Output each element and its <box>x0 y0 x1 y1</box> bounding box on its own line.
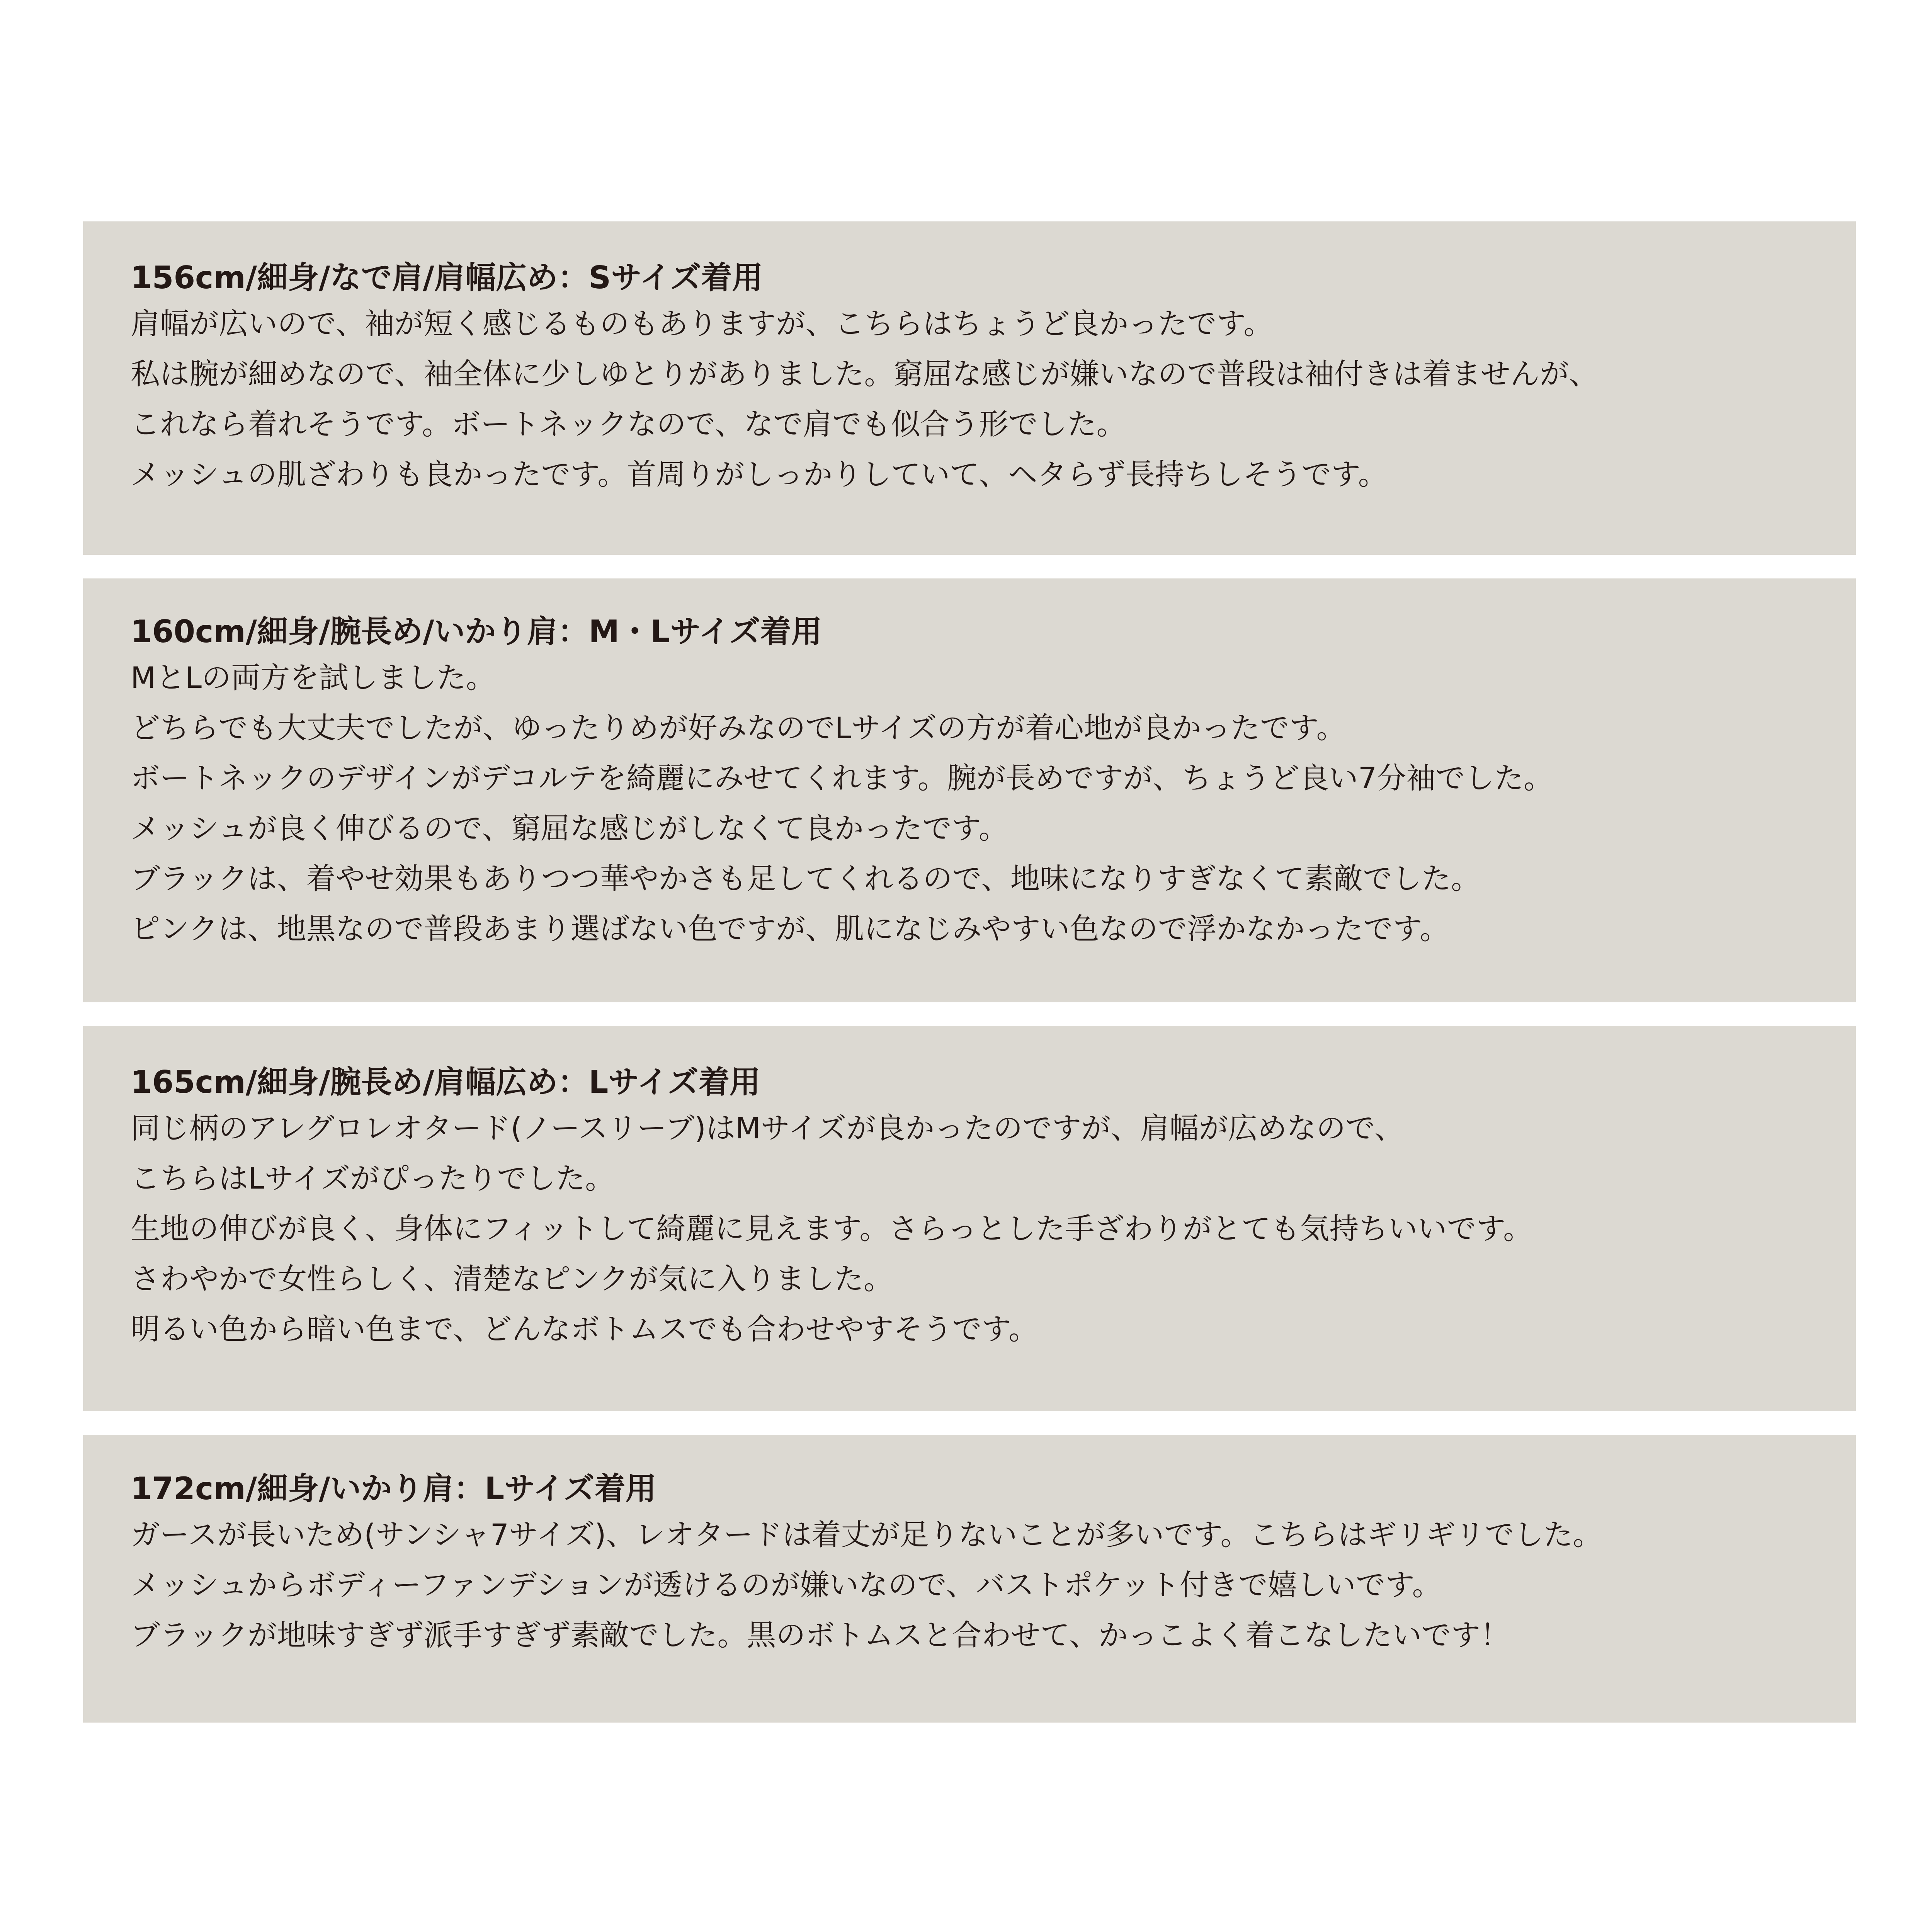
review-line: 生地の伸びが良く、身体にフィットして綺麗に見えます。さらっとした手ざわりがとても気持ちいいです。 <box>131 1211 1533 1246</box>
review-line: ピンクは、地黒なので普段あまり選ばない色ですが、肌になじみやすい色なので浮かなかったです。 <box>131 912 1449 946</box>
review-card <box>83 1435 1856 1723</box>
review-card <box>83 1026 1856 1411</box>
review-card <box>83 221 1856 555</box>
review-line: 私は腕が細めなので、袖全体に少しゆとりがありました。窮屈な感じが嫌いなので普段は袖付きは着ませんが、 <box>131 357 1599 391</box>
review-line: 明るい色から暗い色まで、どんなボトムスでも合わせやすそうです。 <box>131 1312 1038 1346</box>
review-body <box>131 1510 1840 1660</box>
review-line: 同じ柄のアレグロレオタード(ノースリーブ)はMサイズが良かったのですが、肩幅が広めなので、 <box>131 1111 1404 1145</box>
review-line: MとLの両方を試しました。 <box>131 660 495 695</box>
review-line: どちらでも大丈夫でしたが、ゆったりめが好みなのでLサイズの方が着心地が良かったです。 <box>131 711 1346 745</box>
review-card <box>83 578 1856 1002</box>
review-line: ガースが長いため(サンシャ7サイズ)、レオタードは着丈が足りないことが多いです。こちらはギリギリでした。 <box>131 1517 1602 1552</box>
review-body <box>131 653 1840 954</box>
review-title: 156cm/細身/なで肩/肩幅広め：Sサイズ着用 <box>131 260 763 296</box>
review-title: 165cm/細身/腕長め/肩幅広め：Lサイズ着用 <box>131 1064 761 1100</box>
review-line: ブラックが地味すぎず派手すぎず素敵でした。黒のボトムスと合わせて、かっこよく着こなしたいです！ <box>131 1618 1510 1652</box>
review-line: ボートネックのデザインがデコルテを綺麗にみせてくれます。腕が長めですが、ちょうど良い7分袖でした。 <box>131 761 1553 795</box>
review-line: メッシュからボディーファンデションが透けるのが嫌いなので、バストポケット付きで嬉しいです。 <box>131 1568 1442 1602</box>
review-line: メッシュの肌ざわりも良かったです。首周りがしっかりしていて、ヘタらず長持ちしそうです。 <box>131 457 1388 492</box>
review-title: 160cm/細身/腕長め/いかり肩：M・Lサイズ着用 <box>131 614 822 650</box>
review-line: これなら着れそうです。ボートネックなので、なで肩でも似合う形でした。 <box>131 407 1126 441</box>
review-body <box>131 299 1840 500</box>
review-line: こちらはLサイズがぴったりでした。 <box>131 1161 615 1196</box>
review-line: ブラックは、着やせ効果もありつつ華やかさも足してくれるので、地味になりすぎなくて素敵でした。 <box>131 861 1480 896</box>
review-line: さわやかで女性らしく、清楚なピンクが気に入りました。 <box>131 1262 893 1296</box>
review-body <box>131 1103 1840 1354</box>
review-line: 肩幅が広いので、袖が短く感じるものもありますが、こちらはちょうど良かったです。 <box>131 306 1273 341</box>
review-line: メッシュが良く伸びるので、窮屈な感じがしなくて良かったです。 <box>131 811 1008 845</box>
review-title: 172cm/細身/いかり肩：Lサイズ着用 <box>131 1471 656 1507</box>
